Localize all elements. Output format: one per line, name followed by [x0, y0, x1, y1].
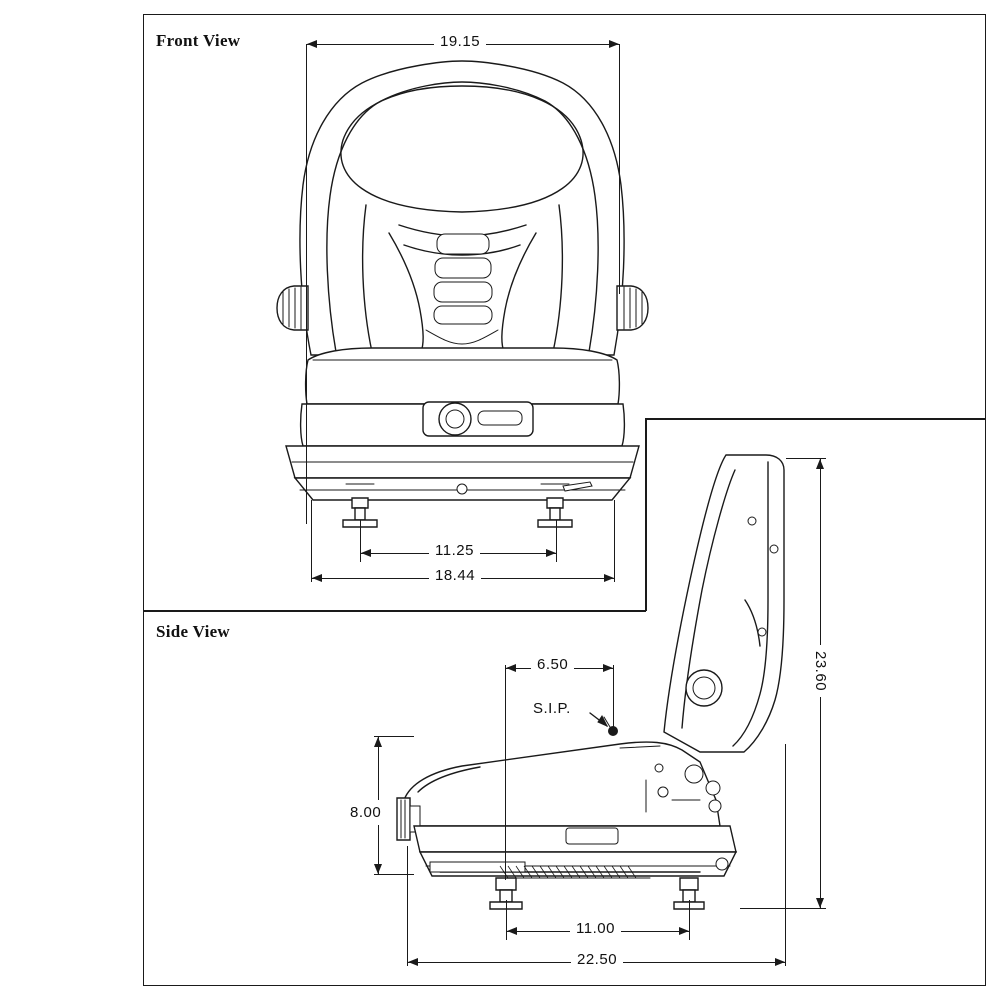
- arrow-cushion-top: [374, 737, 382, 747]
- dim-side-overall-length: 22.50: [571, 951, 623, 968]
- dim-front-overall-width: 19.15: [434, 33, 486, 50]
- arrow-side-mount-left: [507, 927, 517, 935]
- dim-side-cushion-height: 8.00: [350, 800, 381, 825]
- ext-line-height-bottom: [740, 908, 826, 909]
- dim-side-mount-length: 11.00: [570, 920, 621, 937]
- side-view-title: Side View: [156, 622, 231, 641]
- arrow-sip-right: [603, 664, 613, 672]
- sip-label: S.I.P.: [533, 700, 571, 717]
- front-view-title: Front View: [156, 31, 241, 50]
- ext-line-sip-left: [505, 665, 506, 880]
- dim-front-base-width: 18.44: [429, 567, 481, 584]
- arrow-side-length-right: [775, 958, 785, 966]
- dim-side-overall-height: 23.60: [812, 645, 829, 697]
- arrow-height-bottom: [816, 898, 824, 908]
- ext-line-side-mount-right: [689, 900, 690, 940]
- arrow-side-length-left: [408, 958, 418, 966]
- arrow-side-mount-right: [679, 927, 689, 935]
- ext-line-side-length-right: [785, 744, 786, 966]
- arrow-sip-left: [506, 664, 516, 672]
- dim-side-sip-offset: 6.50: [531, 656, 574, 673]
- ext-line-cushion-bottom: [374, 874, 414, 875]
- arrow-cushion-bottom: [374, 864, 382, 874]
- ext-line-side-length-left: [407, 846, 408, 966]
- arrow-height-top: [816, 459, 824, 469]
- dim-front-mount-inner: 11.25: [429, 542, 480, 559]
- ext-line-sip-right: [613, 665, 614, 727]
